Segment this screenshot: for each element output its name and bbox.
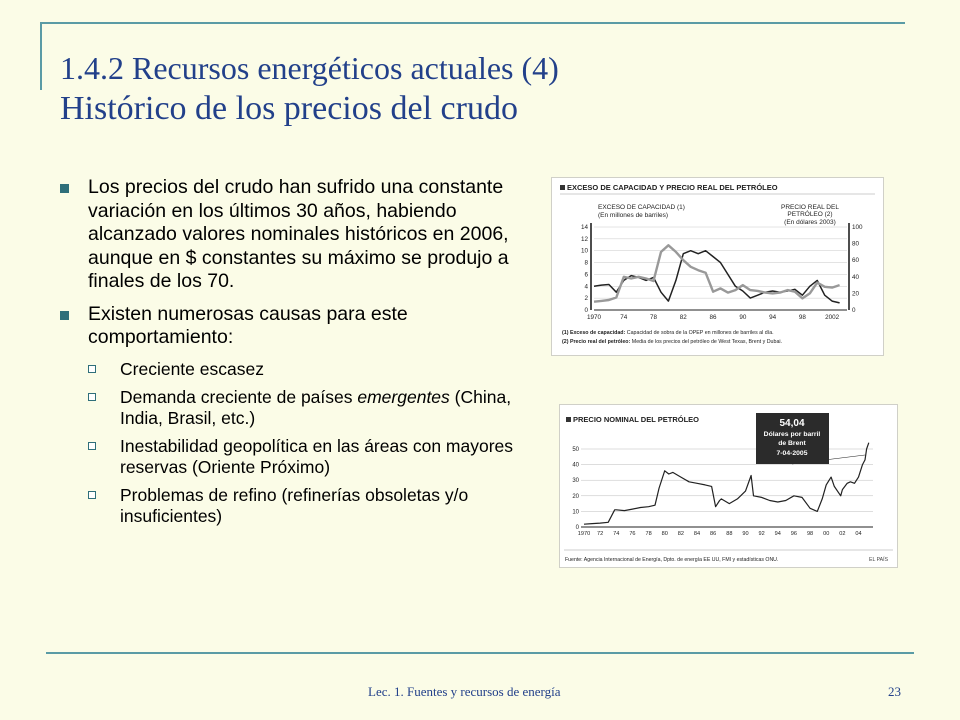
subbullet-2-text-pre: Demanda creciente de países bbox=[120, 386, 358, 407]
chart-1-left-tick-label: 8 bbox=[584, 259, 588, 267]
chart-1-right-tick-label: 80 bbox=[852, 240, 860, 248]
chart-2-x-axis-labels bbox=[578, 531, 862, 537]
chart-1-left-tick-label: 12 bbox=[580, 235, 588, 243]
chart-1-left-tick-label: 14 bbox=[580, 224, 588, 231]
chart-1-gridlines bbox=[591, 223, 849, 310]
chart-2-annotation-value: 54,04 bbox=[779, 418, 805, 429]
chart-2-x-tick-label: 74 bbox=[613, 531, 620, 537]
chart-1-legend-right-3: (En dólares 2003) bbox=[784, 219, 836, 226]
bullet-2 bbox=[60, 303, 535, 350]
footer-rule bbox=[46, 652, 914, 654]
chart-2-y-tick-label: 50 bbox=[572, 447, 579, 453]
chart-2-x-tick-label: 78 bbox=[645, 531, 652, 537]
chart-nominal-oil-price bbox=[559, 404, 898, 568]
chart-1-series bbox=[594, 245, 840, 303]
chart-2-x-tick-label: 94 bbox=[774, 531, 781, 537]
chart-2-gridlines bbox=[581, 449, 873, 527]
chart-2-svg bbox=[560, 405, 897, 567]
chart-2-x-tick-label: 1970 bbox=[577, 531, 591, 537]
subbullet-1-text: Creciente escasez bbox=[120, 358, 264, 379]
subbullet-2-emphasis: emergentes bbox=[357, 386, 450, 407]
chart-1-right-tick-label: 20 bbox=[852, 290, 860, 298]
chart-2-x-tick-label: 96 bbox=[790, 531, 798, 537]
chart-1-left-axis-labels bbox=[581, 224, 589, 314]
hollow-square-bullet-icon bbox=[88, 365, 96, 373]
chart-1-left-tick-label: 2 bbox=[584, 295, 588, 303]
bullet-1-text: Los precios del crudo han sufrido una constante variación en los últimos 30 años, habiendo alcanzado valores nominales históricos en 2006, aunque en $ constantes su máximo se produjo a finales de los 70. bbox=[88, 176, 509, 292]
chart-1-legend-right-1: PRECIO REAL DEL bbox=[781, 204, 839, 211]
chart-2-source: Fuente: Agencia Internacional de Energía, Dpto. de energía EE UU, FMI y estadísticas ONU. bbox=[565, 557, 779, 563]
chart-excess-capacity-real-price bbox=[551, 177, 884, 356]
subbullet-2-text-post: (China, India, Brasil, etc.) bbox=[120, 386, 512, 428]
slide-body bbox=[60, 176, 535, 534]
chart-1-legend-left-1: EXCESO DE CAPACIDAD (1) bbox=[598, 204, 685, 211]
chart-1-x-tick-label: 94 bbox=[769, 314, 777, 321]
chart-2-x-tick-label: 88 bbox=[726, 531, 733, 537]
hollow-square-bullet-icon bbox=[88, 393, 96, 401]
chart-1-legend-right-2: PETRÓLEO (2) bbox=[787, 211, 833, 218]
frame-left-rule bbox=[40, 22, 42, 90]
chart-1-note-2-text: Media de los precios del petróleo de West Texas, Brent y Dubai. bbox=[631, 339, 783, 345]
chart-2-y-tick-label: 0 bbox=[575, 525, 579, 531]
chart-1-series-excess-capacity bbox=[594, 251, 840, 303]
chart-1-x-tick-label: 98 bbox=[798, 314, 806, 321]
chart-1-left-tick-label: 6 bbox=[584, 271, 588, 279]
chart-2-x-tick-label: 84 bbox=[693, 531, 701, 537]
chart-1-left-tick-label: 10 bbox=[580, 247, 588, 255]
subbullet-3-text: Inestabilidad geopolítica en las áreas con mayores reservas (Oriente Próximo) bbox=[120, 435, 514, 477]
hollow-square-bullet-icon bbox=[88, 491, 96, 499]
chart-2-x-tick-label: 82 bbox=[677, 531, 685, 537]
chart-2-x-tick-label: 04 bbox=[855, 531, 862, 537]
chart-2-annotation-line-2: Dólares por barril bbox=[763, 431, 821, 438]
chart-1-legend-left-2: (En millones de barriles) bbox=[598, 212, 669, 219]
chart-1-note-2 bbox=[562, 339, 782, 345]
chart-2-x-tick-label: 72 bbox=[597, 531, 604, 537]
square-bullet-icon bbox=[60, 311, 69, 320]
chart-1-note-1-text: Capacidad de sobra de la OPEP en millones de barriles al día. bbox=[626, 330, 774, 336]
chart-1-left-tick-label: 4 bbox=[584, 283, 588, 291]
chart-2-x-tick-label: 98 bbox=[806, 531, 814, 537]
chart-1-title: EXCESO DE CAPACIDAD Y PRECIO REAL DEL PETRÓLEO bbox=[567, 183, 778, 192]
chart-1-note-1 bbox=[562, 330, 774, 336]
chart-2-y-tick-label: 10 bbox=[572, 509, 579, 516]
chart-1-series-real-price bbox=[594, 245, 840, 301]
footer-page-number: 23 bbox=[888, 684, 901, 699]
chart-2-annotation-line-3: de Brent bbox=[778, 440, 806, 447]
chart-2-annotation-date: 7-04-2005 bbox=[776, 450, 808, 457]
chart-2-x-tick-label: 92 bbox=[758, 531, 765, 537]
chart-2-y-tick-label: 20 bbox=[572, 493, 579, 500]
chart-2-y-tick-label: 30 bbox=[572, 478, 579, 485]
chart-1-x-axis-labels bbox=[587, 314, 840, 321]
chart-1-right-axis-labels bbox=[852, 224, 863, 314]
chart-1-svg bbox=[552, 178, 883, 355]
slide-title bbox=[60, 48, 559, 130]
subbullet-3 bbox=[60, 436, 535, 478]
chart-2-y-axis-labels bbox=[572, 447, 579, 531]
chart-1-right-tick-label: 60 bbox=[852, 257, 860, 265]
title-line-1: 1.4.2 Recursos energéticos actuales (4) bbox=[60, 50, 559, 86]
chart-1-left-tick-label: 0 bbox=[584, 307, 588, 314]
chart-2-title-marker bbox=[566, 417, 571, 422]
footer-course: Lec. 1. Fuentes y recursos de energía bbox=[368, 684, 561, 699]
chart-1-x-tick-label: 82 bbox=[679, 314, 687, 321]
chart-1-right-tick-label: 40 bbox=[852, 273, 860, 281]
subbullet-4-text: Problemas de refino (refinerías obsoletas y/o insuficientes) bbox=[120, 484, 469, 526]
chart-1-right-tick-label: 0 bbox=[852, 307, 856, 314]
chart-2-y-tick-label: 40 bbox=[572, 462, 579, 469]
chart-2-x-tick-label: 80 bbox=[661, 531, 668, 537]
chart-2-x-tick-label: 00 bbox=[823, 531, 830, 537]
title-line-2: Histórico de los precios del crudo bbox=[60, 90, 518, 127]
chart-2-x-tick-label: 76 bbox=[629, 531, 636, 537]
hollow-square-bullet-icon bbox=[88, 442, 96, 450]
chart-1-title-marker bbox=[560, 185, 565, 190]
chart-1-right-tick-label: 100 bbox=[852, 224, 863, 231]
chart-2-x-tick-label: 86 bbox=[710, 531, 717, 537]
chart-1-x-tick-label: 2002 bbox=[825, 314, 840, 321]
chart-1-x-tick-label: 1970 bbox=[586, 314, 602, 321]
bullet-2-text: Existen numerosas causas para este comportamiento: bbox=[88, 302, 408, 348]
subbullet-4 bbox=[60, 485, 535, 527]
chart-2-x-tick-label: 90 bbox=[742, 531, 749, 537]
chart-1-x-tick-label: 74 bbox=[620, 314, 628, 321]
subbullet-1 bbox=[60, 359, 535, 380]
chart-2-x-tick-label: 02 bbox=[839, 531, 846, 537]
bullet-1 bbox=[60, 176, 535, 294]
chart-1-x-tick-label: 78 bbox=[650, 314, 658, 321]
chart-2-credit: EL PAÍS bbox=[869, 557, 889, 563]
subbullet-2 bbox=[60, 387, 535, 429]
chart-1-x-tick-label: 86 bbox=[709, 314, 717, 321]
chart-1-x-tick-label: 90 bbox=[739, 314, 747, 321]
square-bullet-icon bbox=[60, 184, 69, 193]
frame-top-rule bbox=[40, 22, 905, 24]
chart-1-note-1-label: (1) Exceso de capacidad: bbox=[562, 330, 626, 336]
chart-2-title: PRECIO NOMINAL DEL PETRÓLEO bbox=[573, 415, 699, 424]
chart-1-note-2-label: (2) Precio real del petróleo: bbox=[562, 339, 631, 345]
